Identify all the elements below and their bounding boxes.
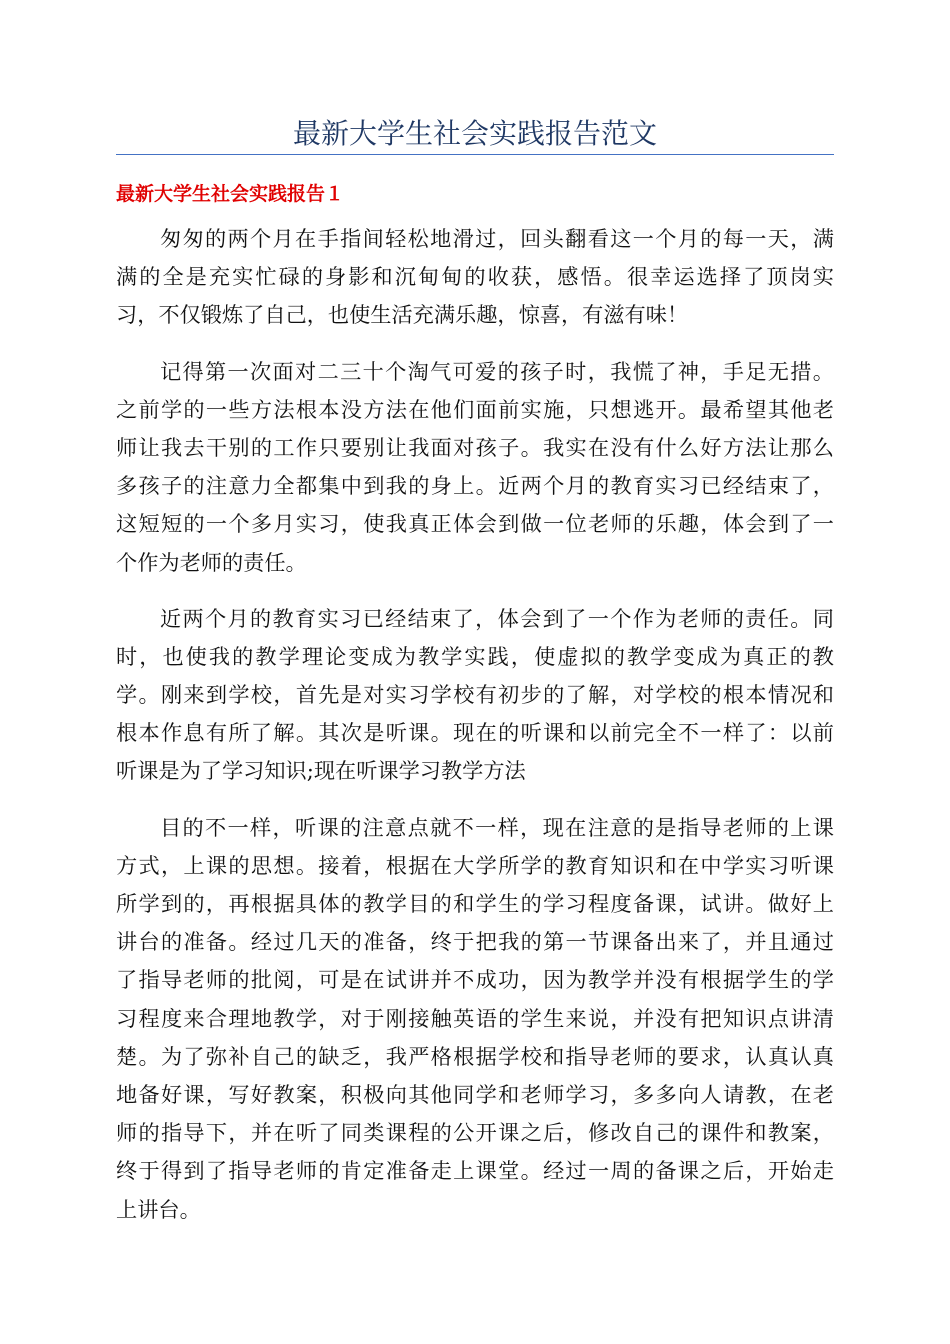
paragraph-line: 了指导老师的批阅，可是在试讲并不成功，因为教学并没有根据学生的学 (116, 967, 834, 993)
paragraph-line: 上讲台。 (116, 1196, 201, 1222)
paragraph-line: 近两个月的教育实习已经结束了，体会到了一个作为老师的责任。同 (160, 605, 834, 631)
paragraph-line: 这短短的一个多月实习，使我真正体会到做一位老师的乐趣，体会到了一 (116, 511, 834, 537)
paragraph (116, 353, 834, 582)
document-title: 最新大学生社会实践报告范文 (292, 117, 657, 150)
paragraph-line: 根本作息有所了解。其次是听课。现在的听课和以前完全不一样了：以前 (116, 720, 834, 746)
paragraph-line: 方式，上课的思想。接着，根据在大学所学的教育知识和在中学实习听课 (116, 852, 834, 878)
paragraph (116, 600, 834, 791)
paragraph-line: 地备好课，写好教案，积极向其他同学和老师学习，多多向人请教，在老 (116, 1081, 834, 1107)
paragraph-line: 师的指导下，并在听了同类课程的公开课之后，修改自己的课件和教案， (116, 1120, 834, 1146)
paragraph-line: 所学到的，再根据具体的教学目的和学生的学习程度备课，试讲。做好上 (116, 891, 834, 916)
paragraph-line: 终于得到了指导老师的肯定准备走上课堂。经过一周的备课之后，开始走 (116, 1158, 834, 1184)
paragraph-line: 学。刚来到学校，首先是对实习学校有初步的了解，对学校的根本情况和 (116, 682, 834, 708)
paragraph-line: 听课是为了学习知识;现在听课学习教学方法 (116, 758, 526, 784)
document-body (116, 220, 834, 1247)
paragraph (116, 809, 834, 1229)
paragraph-line: 楚。为了弥补自己的缺乏，我严格根据学校和指导老师的要求，认真认真 (116, 1043, 834, 1069)
paragraph-line: 讲台的准备。经过几天的准备，终于把我的第一节课备出来了，并且通过 (116, 929, 834, 955)
paragraph-line: 师让我去干别的工作只要别让我面对孩子。我实在没有什么好方法让那么 (116, 434, 834, 460)
paragraph-line: 记得第一次面对二三十个淘气可爱的孩子时，我慌了神，手足无措。 (160, 358, 834, 384)
paragraph-line: 之前学的一些方法根本没方法在他们面前实施，只想逃开。最希望其他老 (116, 396, 834, 422)
title-underline (116, 154, 834, 155)
paragraph-line: 习程度来合理地教学，对于刚接触英语的学生来说，并没有把知识点讲清 (116, 1005, 834, 1031)
paragraph-line: 目的不一样，听课的注意点就不一样，现在注意的是指导老师的上课 (160, 814, 834, 840)
paragraph-line: 个作为老师的责任。 (116, 549, 307, 575)
paragraph-line: 多孩子的注意力全都集中到我的身上。近两个月的教育实习已经结束了， (116, 473, 834, 499)
paragraph-line: 时，也使我的教学理论变成为教学实践，使虚拟的教学变成为真正的教 (116, 643, 834, 669)
section-heading: 最新大学生社会实践报告１ (116, 183, 345, 205)
paragraph-line: 习，不仅锻炼了自己，也使生活充满乐趣，惊喜，有滋有味！ (116, 302, 689, 328)
paragraph-line: 满的全是充实忙碌的身影和沉甸甸的收获，感悟。很幸运选择了顶岗实 (116, 264, 834, 290)
paragraph-line: 匆匆的两个月在手指间轻松地滑过，回头翻看这一个月的每一天，满 (160, 226, 834, 251)
paragraph (116, 220, 834, 335)
